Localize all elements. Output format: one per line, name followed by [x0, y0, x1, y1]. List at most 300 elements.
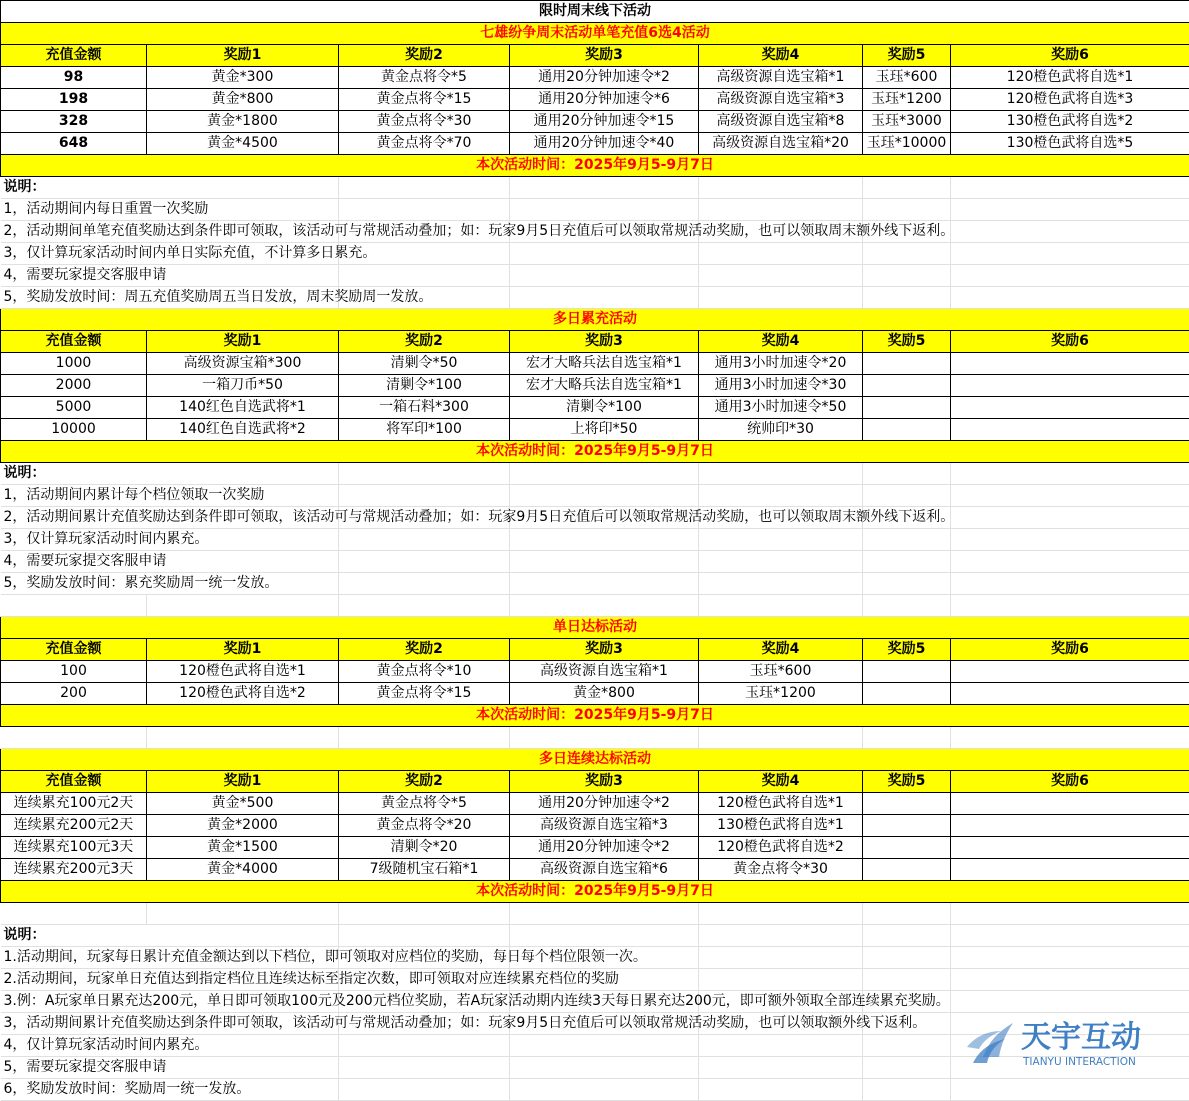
note-row [1, 221, 1189, 243]
empty-cell [951, 551, 1189, 573]
empty-cell [951, 507, 1189, 529]
section-title-row [1, 23, 1189, 45]
amount-cell: 328 [1, 111, 147, 133]
note-row [1, 991, 1189, 1013]
empty-cell [339, 1035, 510, 1057]
reward-cell [951, 353, 1189, 375]
column-header: 奖励6 [951, 331, 1189, 353]
activity-time: 本次活动时间：2025年9月5-9月7日 [1, 705, 1189, 727]
note-row [1, 463, 1189, 485]
empty-cell [339, 199, 510, 221]
section-title: 多日累充活动 [1, 309, 1189, 331]
empty-cell [863, 177, 951, 199]
reward-cell [863, 397, 951, 419]
empty-cell [339, 925, 510, 947]
reward-cell: 高级资源宝箱*300 [147, 353, 339, 375]
empty-cell [699, 177, 863, 199]
note-row [1, 969, 1189, 991]
empty-cell [951, 529, 1189, 551]
table-row [1, 133, 1189, 155]
empty-cell [699, 727, 863, 749]
note-line: 1.活动期间，玩家每日累计充值金额达到以下档位，即可领取对应档位的奖励，每日每个档位限领一次。 [1, 947, 147, 969]
empty-cell [147, 265, 339, 287]
empty-cell [699, 969, 863, 991]
reward-cell: 黄金点将令*30 [339, 111, 510, 133]
empty-cell [863, 1079, 951, 1101]
empty-cell [699, 595, 863, 617]
reward-cell: 130橙色武将自选*2 [951, 111, 1189, 133]
reward-cell: 统帅印*30 [699, 419, 863, 441]
reward-cell: 通用20分钟加速令*2 [510, 837, 699, 859]
blank-row [1, 595, 1189, 617]
empty-cell [951, 199, 1189, 221]
reward-cell: 玉珏*600 [699, 661, 863, 683]
amount-cell: 98 [1, 67, 147, 89]
table-row [1, 353, 1189, 375]
reward-cell: 通用20分钟加速令*2 [510, 793, 699, 815]
column-header: 奖励4 [699, 45, 863, 67]
reward-cell: 高级资源自选宝箱*3 [510, 815, 699, 837]
column-header: 充值金额 [1, 771, 147, 793]
reward-cell: 一箱刀币*50 [147, 375, 339, 397]
empty-cell [951, 925, 1189, 947]
empty-cell [699, 485, 863, 507]
activity-time-row [1, 705, 1189, 727]
empty-cell [699, 903, 863, 925]
empty-cell [510, 925, 699, 947]
empty-cell [510, 595, 699, 617]
blank-row [1, 727, 1189, 749]
reward-cell: 上将印*50 [510, 419, 699, 441]
note-row [1, 1079, 1189, 1101]
reward-cell [951, 859, 1189, 881]
column-header: 奖励2 [339, 45, 510, 67]
note-line: 3，仅计算玩家活动时间内累充。 [1, 529, 147, 551]
empty-cell [147, 463, 339, 485]
empty-cell [863, 1035, 951, 1057]
empty-cell [699, 1035, 863, 1057]
empty-cell [699, 199, 863, 221]
note-line: 3，活动期间累计充值奖励达到条件即可领取，该活动可与常规活动叠加；如：玩家9月5日充值后可以领取常规活动奖励，也可以领取额外线下返利。 [1, 1013, 147, 1035]
column-header: 奖励3 [510, 639, 699, 661]
empty-cell [339, 595, 510, 617]
note-row [1, 177, 1189, 199]
section-title-row [1, 749, 1189, 771]
reward-cell: 130橙色武将自选*1 [699, 815, 863, 837]
note-line: 5，奖励发放时间：周五充值奖励周五当日发放，周末奖励周一发放。 [1, 287, 147, 309]
note-line: 3，仅计算玩家活动时间内单日实际充值，不计算多日累充。 [1, 243, 147, 265]
empty-cell [1, 595, 147, 617]
note-row [1, 947, 1189, 969]
empty-cell [147, 595, 339, 617]
section-title-row [1, 617, 1189, 639]
reward-cell: 120橙色武将自选*1 [147, 661, 339, 683]
empty-cell [951, 287, 1189, 309]
empty-cell [339, 529, 510, 551]
empty-cell [863, 199, 951, 221]
header-row [1, 771, 1189, 793]
reward-cell [951, 793, 1189, 815]
column-header: 奖励6 [951, 639, 1189, 661]
empty-cell [951, 947, 1189, 969]
note-line: 1，活动期间内累计每个档位领取一次奖励 [1, 485, 147, 507]
amount-cell: 连续累充200元2天 [1, 815, 147, 837]
reward-cell: 140红色自选武将*2 [147, 419, 339, 441]
note-row [1, 243, 1189, 265]
amount-cell: 100 [1, 661, 147, 683]
reward-cell: 黄金*4000 [147, 859, 339, 881]
empty-cell [510, 463, 699, 485]
reward-cell: 黄金点将令*5 [339, 793, 510, 815]
amount-cell: 连续累充100元3天 [1, 837, 147, 859]
reward-cell: 黄金点将令*15 [339, 683, 510, 705]
empty-cell [863, 727, 951, 749]
column-header: 奖励1 [147, 45, 339, 67]
reward-cell: 黄金*800 [147, 89, 339, 111]
empty-cell [339, 573, 510, 595]
section-title: 单日达标活动 [1, 617, 1189, 639]
note-line: 1，活动期间内每日重置一次奖励 [1, 199, 147, 221]
table-row [1, 837, 1189, 859]
empty-cell [510, 199, 699, 221]
empty-cell [699, 287, 863, 309]
empty-cell [147, 903, 339, 925]
empty-cell [1, 903, 147, 925]
reward-cell: 7级随机宝石箱*1 [339, 859, 510, 881]
reward-cell: 通用20分钟加速令*40 [510, 133, 699, 155]
empty-cell [147, 177, 339, 199]
empty-cell [510, 551, 699, 573]
note-line: 4，仅计算玩家活动时间内累充。 [1, 1035, 147, 1057]
note-line: 5，需要玩家提交客服申请 [1, 1057, 147, 1079]
empty-cell [339, 265, 510, 287]
table-row [1, 793, 1189, 815]
reward-cell [863, 815, 951, 837]
reward-cell: 黄金点将令*5 [339, 67, 510, 89]
empty-cell [951, 265, 1189, 287]
empty-cell [863, 1057, 951, 1079]
empty-cell [510, 1035, 699, 1057]
note-row [1, 485, 1189, 507]
empty-cell [1, 727, 147, 749]
empty-cell [699, 265, 863, 287]
empty-cell [863, 485, 951, 507]
section-title: 多日连续达标活动 [1, 749, 1189, 771]
reward-cell: 黄金*500 [147, 793, 339, 815]
table-row [1, 419, 1189, 441]
column-header: 充值金额 [1, 331, 147, 353]
amount-cell: 5000 [1, 397, 147, 419]
reward-cell: 清剿令*100 [510, 397, 699, 419]
logo-emblem-icon [967, 1023, 1013, 1063]
column-header: 奖励4 [699, 331, 863, 353]
reward-cell: 120橙色武将自选*2 [147, 683, 339, 705]
activity-time-row [1, 881, 1189, 903]
reward-cell [951, 661, 1189, 683]
empty-cell [951, 463, 1189, 485]
amount-cell: 2000 [1, 375, 147, 397]
empty-cell [699, 947, 863, 969]
empty-cell [699, 1057, 863, 1079]
notes-heading: 说明： [1, 925, 147, 947]
column-header: 奖励2 [339, 639, 510, 661]
note-line: 4，需要玩家提交客服申请 [1, 551, 147, 573]
reward-cell: 一箱石料*300 [339, 397, 510, 419]
reward-cell: 120橙色武将自选*1 [951, 67, 1189, 89]
empty-cell [863, 969, 951, 991]
empty-cell [863, 947, 951, 969]
note-line: 5，奖励发放时间：累充奖励周一统一发放。 [1, 573, 147, 595]
column-header: 奖励2 [339, 331, 510, 353]
activity-time: 本次活动时间：2025年9月5-9月7日 [1, 881, 1189, 903]
column-header: 奖励3 [510, 771, 699, 793]
reward-cell: 清剿令*20 [339, 837, 510, 859]
empty-cell [863, 463, 951, 485]
column-header: 奖励5 [863, 639, 951, 661]
reward-cell: 黄金*4500 [147, 133, 339, 155]
empty-cell [510, 529, 699, 551]
reward-cell: 120橙色武将自选*1 [699, 793, 863, 815]
amount-cell: 1000 [1, 353, 147, 375]
empty-cell [339, 903, 510, 925]
reward-cell: 黄金点将令*20 [339, 815, 510, 837]
reward-cell: 宏才大略兵法自选宝箱*1 [510, 353, 699, 375]
empty-cell [510, 243, 699, 265]
reward-cell: 玉珏*600 [863, 67, 951, 89]
table-row [1, 67, 1189, 89]
column-header: 充值金额 [1, 639, 147, 661]
column-header: 奖励6 [951, 771, 1189, 793]
table-row [1, 397, 1189, 419]
section-title: 七雄纷争周末活动单笔充值6选4活动 [1, 23, 1189, 45]
reward-cell: 黄金点将令*70 [339, 133, 510, 155]
empty-cell [510, 1057, 699, 1079]
reward-cell: 清剿令*100 [339, 375, 510, 397]
empty-cell [699, 529, 863, 551]
reward-cell [863, 859, 951, 881]
column-header: 奖励5 [863, 45, 951, 67]
empty-cell [951, 903, 1189, 925]
page-title: 限时周末线下活动 [1, 1, 1189, 23]
table-row [1, 89, 1189, 111]
empty-cell [339, 177, 510, 199]
empty-cell [699, 1079, 863, 1101]
empty-cell [699, 463, 863, 485]
reward-cell: 通用3小时加速令*20 [699, 353, 863, 375]
reward-cell [863, 419, 951, 441]
logo-cn-text: 天宇互动 [1021, 1020, 1141, 1055]
reward-cell: 黄金*1800 [147, 111, 339, 133]
empty-cell [510, 727, 699, 749]
reward-cell [863, 661, 951, 683]
reward-cell: 玉珏*1200 [699, 683, 863, 705]
note-row [1, 551, 1189, 573]
empty-cell [951, 485, 1189, 507]
empty-cell [339, 1057, 510, 1079]
reward-cell: 黄金点将令*30 [699, 859, 863, 881]
activity-time: 本次活动时间：2025年9月5-9月7日 [1, 155, 1189, 177]
empty-cell [510, 1079, 699, 1101]
empty-cell [147, 925, 339, 947]
amount-cell: 10000 [1, 419, 147, 441]
reward-cell: 高级资源自选宝箱*1 [510, 661, 699, 683]
reward-cell [951, 837, 1189, 859]
reward-cell [863, 353, 951, 375]
empty-cell [863, 925, 951, 947]
empty-cell [863, 243, 951, 265]
table-row [1, 111, 1189, 133]
empty-cell [699, 925, 863, 947]
reward-cell [863, 683, 951, 705]
reward-cell [951, 375, 1189, 397]
table-row [1, 815, 1189, 837]
note-row [1, 573, 1189, 595]
empty-cell [339, 1079, 510, 1101]
section-title-row [1, 309, 1189, 331]
column-header: 奖励1 [147, 639, 339, 661]
column-header: 奖励3 [510, 331, 699, 353]
reward-cell: 高级资源自选宝箱*1 [699, 67, 863, 89]
column-header: 奖励2 [339, 771, 510, 793]
reward-cell: 140红色自选武将*1 [147, 397, 339, 419]
reward-cell: 通用20分钟加速令*15 [510, 111, 699, 133]
note-row [1, 529, 1189, 551]
column-header: 奖励5 [863, 331, 951, 353]
table-row [1, 375, 1189, 397]
empty-cell [510, 287, 699, 309]
notes-heading: 说明： [1, 463, 147, 485]
empty-cell [951, 177, 1189, 199]
empty-cell [510, 485, 699, 507]
notes-heading: 说明： [1, 177, 147, 199]
empty-cell [951, 595, 1189, 617]
column-header: 奖励4 [699, 771, 863, 793]
reward-cell [951, 397, 1189, 419]
empty-cell [339, 551, 510, 573]
reward-cell: 黄金*2000 [147, 815, 339, 837]
activity-time-row [1, 441, 1189, 463]
empty-cell [951, 727, 1189, 749]
column-header: 奖励4 [699, 639, 863, 661]
activity-time-row [1, 155, 1189, 177]
blank-row [1, 903, 1189, 925]
reward-cell: 将军印*100 [339, 419, 510, 441]
empty-cell [863, 551, 951, 573]
empty-cell [951, 1079, 1189, 1101]
reward-cell [951, 815, 1189, 837]
reward-cell: 清剿令*50 [339, 353, 510, 375]
reward-cell: 通用3小时加速令*30 [699, 375, 863, 397]
empty-cell [951, 991, 1189, 1013]
reward-cell: 玉珏*1200 [863, 89, 951, 111]
reward-cell: 130橙色武将自选*5 [951, 133, 1189, 155]
empty-cell [863, 265, 951, 287]
empty-cell [951, 573, 1189, 595]
empty-cell [510, 903, 699, 925]
amount-cell: 连续累充100元2天 [1, 793, 147, 815]
empty-cell [339, 727, 510, 749]
empty-cell [699, 243, 863, 265]
empty-cell [147, 727, 339, 749]
empty-cell [699, 551, 863, 573]
note-line: 2，活动期间单笔充值奖励达到条件即可领取，该活动可与常规活动叠加；如：玩家9月5日充值后可以领取常规活动奖励，也可以领取周末额外线下返利。 [1, 221, 147, 243]
note-row [1, 507, 1189, 529]
empty-cell [699, 573, 863, 595]
reward-cell: 黄金*300 [147, 67, 339, 89]
empty-cell [951, 243, 1189, 265]
reward-cell: 玉珏*10000 [863, 133, 951, 155]
note-line: 6，奖励发放时间：奖励周一统一发放。 [1, 1079, 147, 1101]
note-line: 2.活动期间，玩家单日充值达到指定档位且连续达标至指定次数，即可领取对应连续累充档位的奖励 [1, 969, 147, 991]
empty-cell [863, 573, 951, 595]
column-header: 奖励1 [147, 771, 339, 793]
amount-cell: 200 [1, 683, 147, 705]
reward-cell: 黄金*1500 [147, 837, 339, 859]
empty-cell [951, 221, 1189, 243]
empty-cell [147, 1057, 339, 1079]
reward-cell: 黄金点将令*15 [339, 89, 510, 111]
note-row [1, 925, 1189, 947]
empty-cell [951, 969, 1189, 991]
empty-cell [147, 1079, 339, 1101]
note-row [1, 265, 1189, 287]
reward-cell: 通用20分钟加速令*2 [510, 67, 699, 89]
column-header: 充值金额 [1, 45, 147, 67]
reward-cell: 黄金点将令*10 [339, 661, 510, 683]
note-row [1, 287, 1189, 309]
empty-cell [339, 463, 510, 485]
amount-cell: 648 [1, 133, 147, 155]
reward-cell: 120橙色武将自选*2 [699, 837, 863, 859]
empty-cell [510, 265, 699, 287]
empty-cell [863, 287, 951, 309]
logo-en-text: TIANYU INTERACTION [1022, 1056, 1136, 1068]
reward-cell: 120橙色武将自选*3 [951, 89, 1189, 111]
header-row [1, 331, 1189, 353]
header-row [1, 45, 1189, 67]
header-row [1, 639, 1189, 661]
activity-time: 本次活动时间：2025年9月5-9月7日 [1, 441, 1189, 463]
empty-cell [510, 573, 699, 595]
note-row [1, 199, 1189, 221]
note-line: 2，活动期间累计充值奖励达到条件即可领取，该活动可与常规活动叠加；如：玩家9月5日充值后可以领取常规活动奖励，也可以领取周末额外线下返利。 [1, 507, 147, 529]
empty-cell [863, 903, 951, 925]
tianyu-logo [965, 1013, 1175, 1069]
reward-cell: 宏才大略兵法自选宝箱*1 [510, 375, 699, 397]
empty-cell [863, 529, 951, 551]
table-row [1, 683, 1189, 705]
reward-cell [863, 793, 951, 815]
reward-cell: 通用20分钟加速令*6 [510, 89, 699, 111]
empty-cell [339, 485, 510, 507]
table-row [1, 661, 1189, 683]
reward-cell: 高级资源自选宝箱*20 [699, 133, 863, 155]
reward-cell: 通用3小时加速令*50 [699, 397, 863, 419]
column-header: 奖励3 [510, 45, 699, 67]
reward-cell [951, 419, 1189, 441]
page-title-row [1, 1, 1189, 23]
column-header: 奖励1 [147, 331, 339, 353]
column-header: 奖励6 [951, 45, 1189, 67]
reward-cell [863, 375, 951, 397]
note-line: 3.例：A玩家单日累充达200元，单日即可领取100元及200元档位奖励，若A玩家活动期内连续3天每日累充达200元，即可额外领取全部连续累充奖励。 [1, 991, 147, 1013]
table-row [1, 859, 1189, 881]
amount-cell: 198 [1, 89, 147, 111]
column-header: 奖励5 [863, 771, 951, 793]
empty-cell [510, 177, 699, 199]
reward-cell [951, 683, 1189, 705]
reward-cell: 玉珏*3000 [863, 111, 951, 133]
